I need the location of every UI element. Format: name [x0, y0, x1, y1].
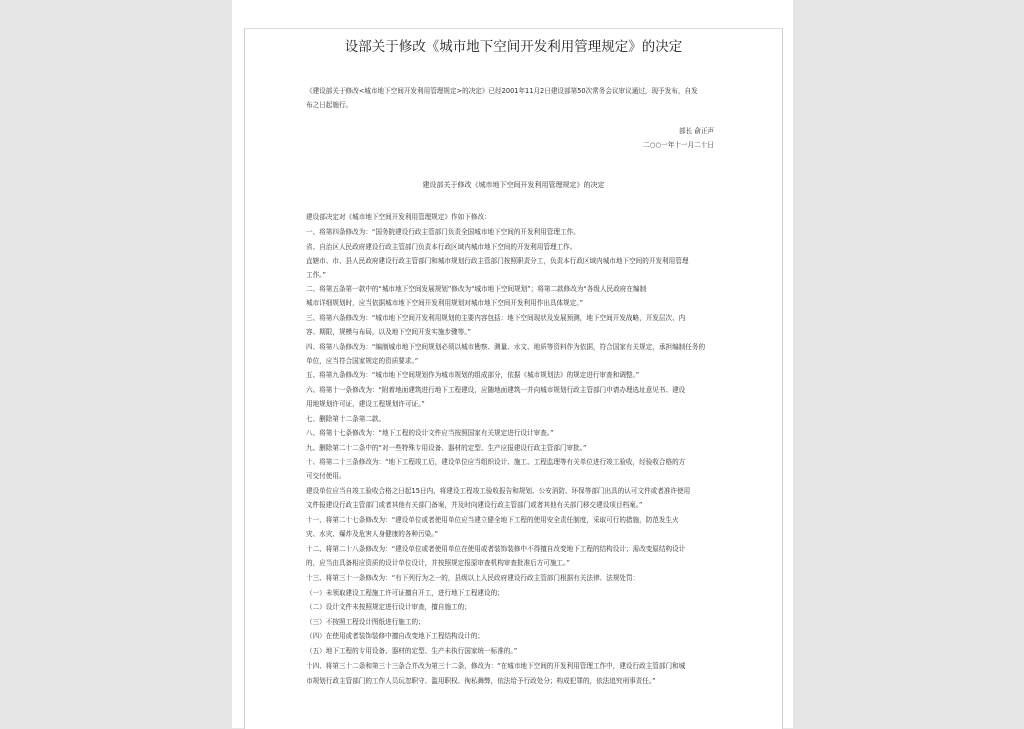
signing-date: 二○○一年十一月二十日	[643, 141, 714, 149]
body-line: 文件报建设行政主管部门或者其他有关部门备案，并及时向建设行政主管部门或者其他有关部门移交建设项目档案。”	[306, 501, 643, 509]
document-sheet	[244, 28, 783, 729]
announcement-line: 《建设部关于修改<城市地下空间开发利用管理规定>的决定》已经2001年11月2日建设部第50次常务会议审议通过，现予发布，自发	[306, 87, 698, 95]
signatory: 部长 俞正声	[679, 127, 715, 135]
body-line: 十三、将第三十一条修改为：“有下列行为之一的，县级以上人民政府建设行政主管部门根据有关法律、法规处罚：	[306, 574, 640, 582]
body-line: 三、将第六条修改为：“城市地下空间开发利用规划的主要内容包括：地下空间现状及发展预测，地下空间开发战略，开发层次、内	[306, 314, 686, 322]
body-line: 容、期限，规模与布局，以及地下空间开发实施步骤等。”	[306, 328, 471, 336]
body-line: （三）不按照工程设计图纸进行施工的；	[306, 618, 425, 626]
body-line: 直辖市、市、县人民政府建设行政主管部门和城市规划行政主管部门按照职责分工，负责本行政区域内城市地下空间的开发利用管理	[306, 257, 689, 265]
body-line: 用地规划许可证、建设工程规划许可证。”	[306, 400, 425, 408]
body-line: （四）在使用或者装饰装修中擅自改变地下工程结构设计的；	[306, 632, 485, 640]
body-line: 六、将第十一条修改为：“附着地面建筑进行地下工程建设，应随地面建筑一并向城市规划行政主管部门申请办理选址意见书、建设	[306, 386, 686, 394]
body-line: 五、将第九条修改为：“城市地下空间规划作为城市规划的组成部分，依据《城市规划法》的规定进行审查和调整。”	[306, 371, 640, 379]
body-line: 建设部决定对《城市地下空间开发利用管理规定》作如下修改：	[306, 213, 491, 221]
document-page	[232, 0, 793, 728]
body-line: 建设单位应当自竣工验收合格之日起15日内，将建设工程竣工验收报告和规划、公安消防、环保等部门出具的认可文件或者准许使用	[306, 487, 691, 495]
body-line: 的，应当由具备相应资质的设计单位设计，并按照规定报原审查机构审查批准后方可施工。”	[306, 559, 570, 567]
document-title: 设部关于修改《城市地下空间开发利用管理规定》的决定	[344, 39, 683, 55]
document-subtitle: 建设部关于修改《城市地下空间开发利用管理规定》的决定	[422, 181, 605, 189]
body-line: 省、自治区人民政府建设行政主管部门负责本行政区域内城市地下空间的开发利用管理工作。	[306, 243, 577, 251]
body-line: 可交付使用。	[306, 472, 346, 480]
body-line: 一、将第四条修改为：“国务院建设行政主管部门负责全国城市地下空间的开发利用管理工作。	[306, 228, 580, 236]
body-line: 十四、将第三十二条和第三十三条合并改为第三十二条，修改为：“在城市地下空间的开发利用管理工作中，建设行政主管部门和城	[306, 662, 686, 670]
body-line: 二、将第五条第一款中的“城市地下空间发展规划”修改为“城市地下空间规划”；将第二款修改为“各级人民政府在编制	[306, 285, 647, 293]
announcement-line: 布之日起施行。	[306, 101, 353, 109]
body-line: 四、将第八条修改为：“编制城市地下空间规划必须以城市勘察、测量、水文、地质等资料作为依据，符合国家有关规定，承担编制任务的	[306, 343, 706, 351]
body-line: 十二、将第二十八条修改为：“建设单位或者使用单位在使用或者装饰装修中不得擅自改变地下工程的结构设计；需改变原结构设计	[306, 545, 686, 553]
body-line: （五）地下工程的专用设备、器材的定型、生产未执行国家统一标准的。”	[306, 647, 518, 655]
body-line: 七、删除第十二条第二款。	[306, 415, 386, 423]
body-line: （二）设计文件未按照规定进行设计审查，擅自施工的；	[306, 603, 471, 611]
body-line: 十、将第二十三条修改为：“地下工程竣工后，建设单位应当组织设计、施工、工程监理等有关单位进行竣工验收，经验收合格的方	[306, 458, 686, 466]
body-line: 灾、水灾、爆炸及危害人身健康的各种污染。”	[306, 530, 438, 538]
body-line: 单位，应当符合国家规定的资质要求。”	[306, 357, 419, 365]
body-line: 市规划行政主管部门的工作人员玩忽职守、滥用职权、徇私舞弊，依法给予行政处分；构成犯罪的，依法追究刑事责任。”	[306, 677, 656, 685]
body-line: 工作。”	[306, 271, 326, 279]
body-line: 九、删除第二十二条中的“对一些特殊专用设备、器材的定型、生产应报建设行政主管部门审批。”	[306, 444, 587, 452]
body-line: 城市详细规划时，应当依据城市地下空间开发利用规划对城市地下空间开发利用作出具体规定。”	[306, 299, 584, 307]
body-line: 八、将第十七条修改为：“地下工程的设计文件应当按照国家有关规定进行设计审查。”	[306, 429, 554, 437]
body-line: 十一、将第二十七条修改为：“建设单位或者使用单位应当建立健全地下工程的使用安全责任制度，采取可行的措施，防范发生火	[306, 516, 679, 524]
body-line: （一）未领取建设工程施工许可证擅自开工，进行地下工程建设的；	[306, 589, 504, 597]
